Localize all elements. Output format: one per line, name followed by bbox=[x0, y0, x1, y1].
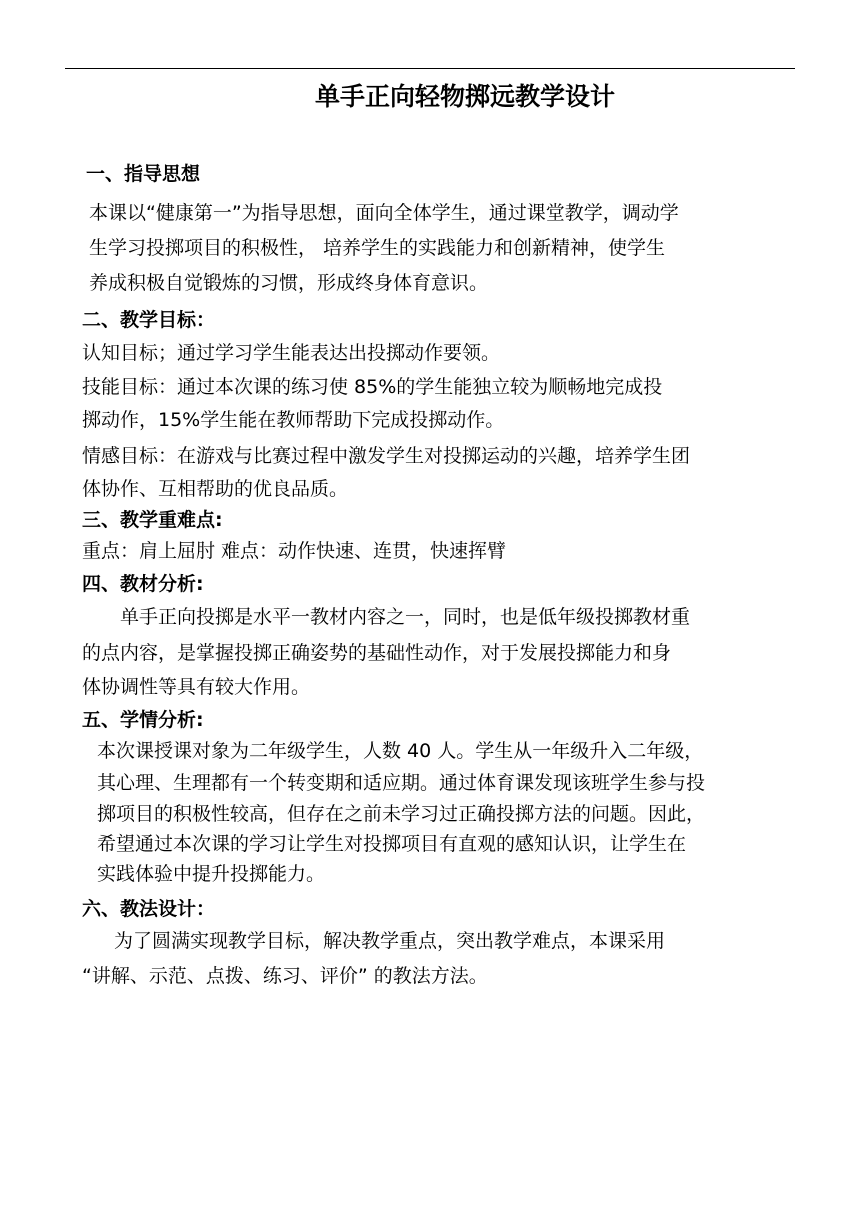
section-3-heading: 三、教学重难点: bbox=[82, 509, 223, 531]
section-4-heading: 四、教材分析: bbox=[82, 573, 204, 595]
section-4-line-1: 单手正向投掷是水平一教材内容之一，同时，也是低年级投掷教材重 bbox=[120, 606, 691, 628]
section-2-heading: 二、教学目标： bbox=[82, 309, 216, 331]
section-5-line-2: 其心理、生理都有一个转变期和适应期。通过体育课发现该班学生参与投 bbox=[97, 772, 706, 794]
section-2-line-1: 认知目标；通过学习学生能表达出投掷动作要领。 bbox=[82, 342, 501, 364]
document-title: 单手正向轻物掷远教学设计 bbox=[314, 82, 615, 111]
section-6-heading: 六、教法设计： bbox=[82, 898, 216, 920]
section-4-line-2: 的点内容，是掌握投掷正确姿势的基础性动作，对于发展投掷能力和身 bbox=[82, 642, 672, 664]
section-6-line-1: 为了圆满实现教学目标，解决教学重点，突出教学难点，本课采用 bbox=[114, 930, 666, 952]
section-5-line-5: 实践体验中提升投掷能力。 bbox=[97, 863, 326, 885]
section-2-line-4: 情感目标：在游戏与比赛过程中激发学生对投掷运动的兴趣，培养学生团 bbox=[82, 445, 691, 467]
section-2-line-5: 体协作、互相帮助的优良品质。 bbox=[82, 478, 349, 500]
section-1-heading: 一、指导思想 bbox=[86, 163, 201, 185]
section-5-heading: 五、学情分析: bbox=[82, 709, 204, 731]
section-2-line-3: 掷动作，15%学生能在教师帮助下完成投掷动作。 bbox=[82, 409, 505, 431]
section-5-line-3: 掷项目的积极性较高，但存在之前未学习过正确投掷方法的问题。因此， bbox=[97, 803, 706, 825]
section-3-line-1: 重点：肩上屈肘 难点：动作快速、连贯，快速挥臂 bbox=[82, 540, 507, 562]
section-1-line-1: 本课以“健康第一”为指导思想，面向全体学生，通过课堂教学，调动学 bbox=[89, 202, 679, 224]
header-rule bbox=[65, 68, 795, 69]
section-2-line-2: 技能目标：通过本次课的练习使 85%的学生能独立较为顺畅地完成投 bbox=[82, 376, 663, 398]
section-4-line-3: 体协调性等具有较大作用。 bbox=[82, 676, 311, 698]
section-1-line-2: 生学习投掷项目的积极性， 培养学生的实践能力和创新精神，使学生 bbox=[89, 237, 666, 259]
section-6-line-2: “讲解、示范、点拨、练习、评价” 的教法方法。 bbox=[82, 965, 488, 987]
section-5-line-1: 本次课授课对象为二年级学生，人数 40 人。学生从一年级升入二年级， bbox=[97, 740, 704, 762]
section-1-line-3: 养成积极自觉锻炼的习惯，形成终身体育意识。 bbox=[89, 272, 489, 294]
section-5-line-4: 希望通过本次课的学习让学生对投掷项目有直观的感知认识，让学生在 bbox=[97, 833, 687, 855]
